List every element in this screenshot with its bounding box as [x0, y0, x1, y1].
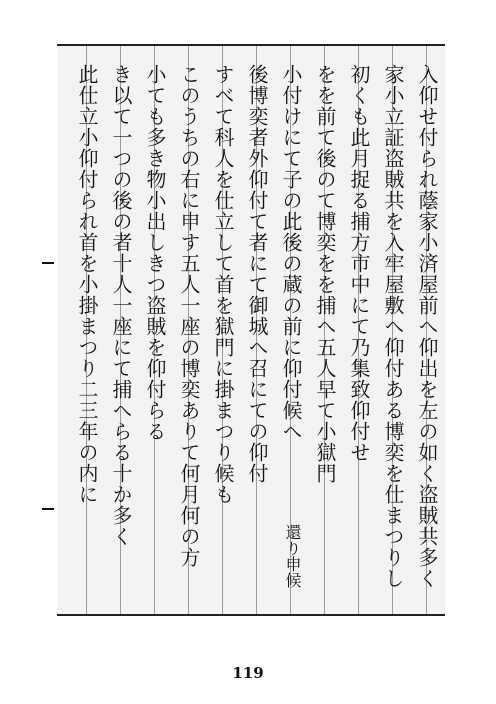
binding-edge-mark: [42, 508, 54, 510]
page-number: 119: [232, 664, 264, 682]
manuscript-column-10: き以て一つの後の者十人一座にて捕へらる十か多く: [109, 64, 133, 547]
manuscript-column-5: 小付けにて子の此後の蔵の前に仰付候へ: [279, 64, 303, 442]
manuscript-column-1: 入仰せ付られ蔭家小済屋前へ仰出を左の如く盗賊共多く: [415, 64, 439, 589]
interlinear-annotation: 還り申候: [283, 524, 302, 588]
manuscript-column-9: 小ても多き物小出しきつ盗賊を仰付らる: [143, 64, 167, 442]
manuscript-column-2: 家小立証盗賊共を入牢屋敷へ仰付ある博奕を仕まつりし: [381, 64, 405, 589]
manuscript-column-4: をを前て後のて博奕をを捕へ五人早て小獄門: [313, 64, 337, 484]
manuscript-page-scan: [57, 44, 445, 616]
manuscript-column-8: このうちの右に申す五人一座の博奕ありて何月何の方: [177, 64, 201, 568]
manuscript-column-7: すべて科人を仕立して首を獄門に掛まつり候も: [211, 64, 235, 505]
binding-edge-mark: [42, 262, 54, 264]
manuscript-column-3: 初くも此月捉る捕方市中にて乃集致仰付せ: [347, 64, 371, 463]
manuscript-column-6: 後博奕者外仰付て者にて御城へ召にての仰付: [245, 64, 269, 484]
manuscript-column-11: 此仕立小仰付られ首を小掛まつり二三年の内に: [75, 64, 99, 505]
